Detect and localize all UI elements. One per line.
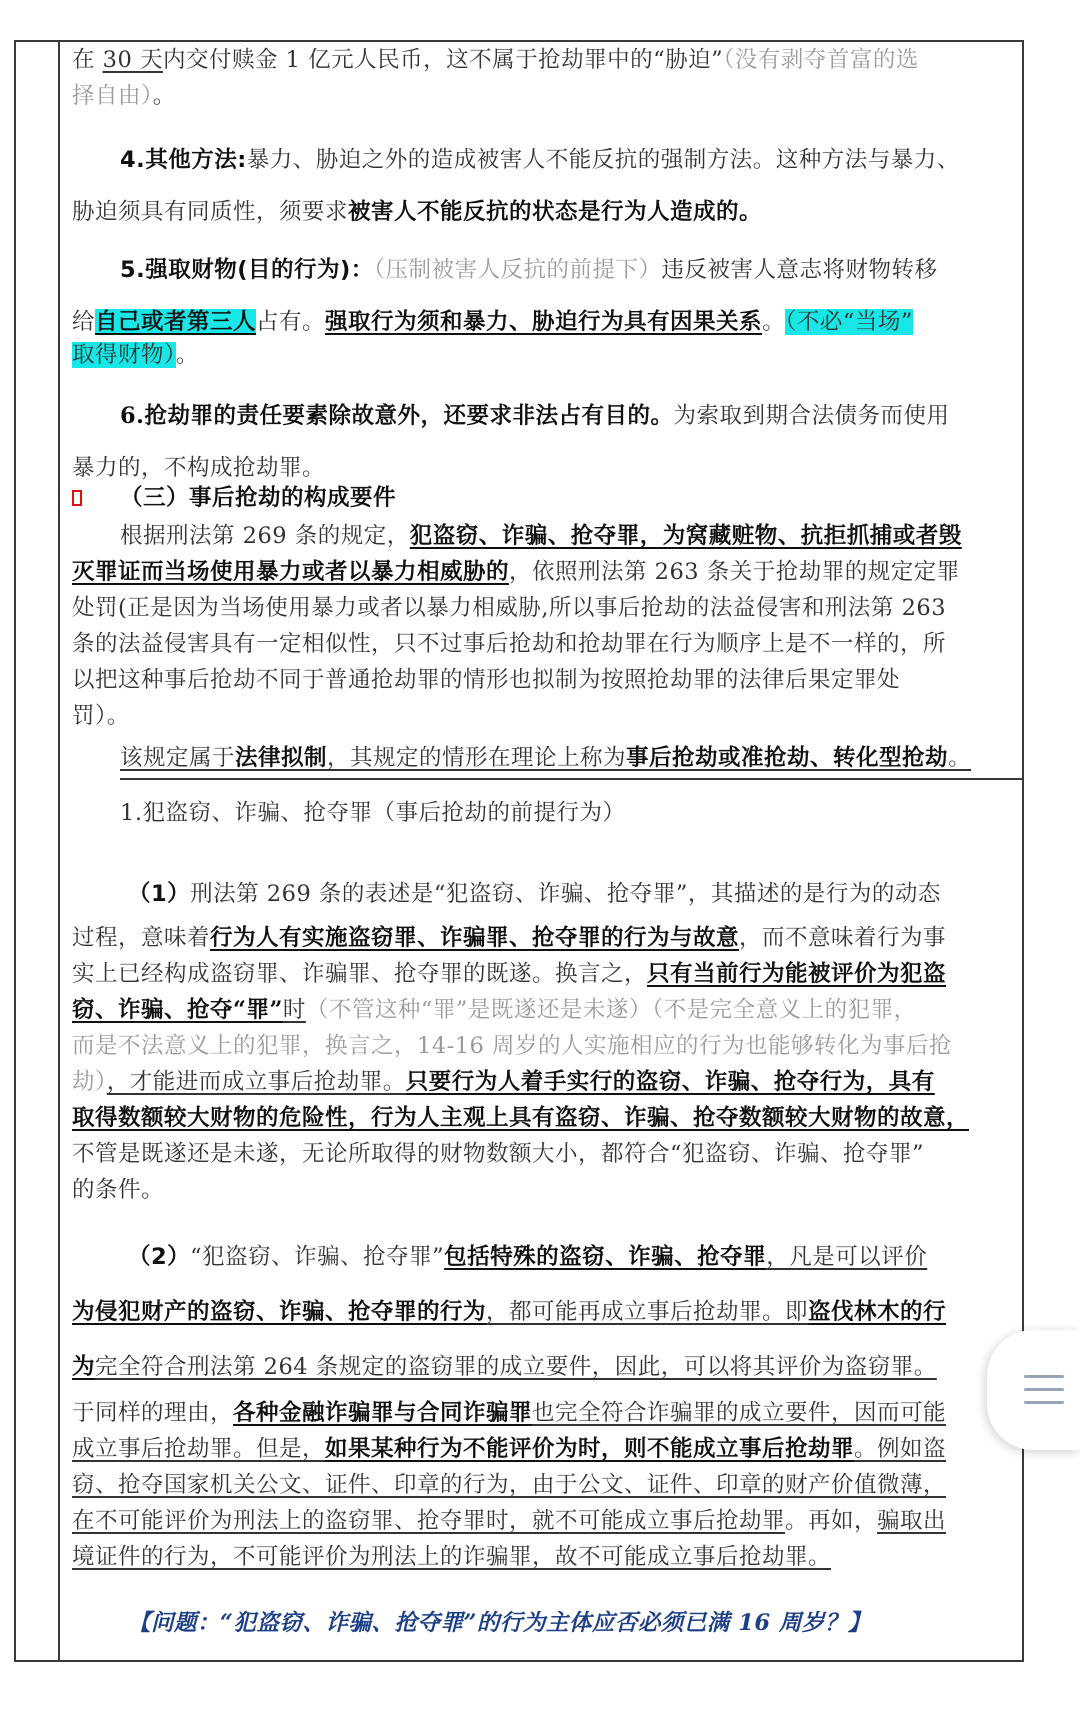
text-span: ，其规定的情形在理论上称为	[327, 745, 627, 771]
text-span: 暴力的，不构成抢劫罪。	[72, 455, 326, 481]
paragraph-legal-fiction	[120, 740, 1060, 776]
underlined-text: 时	[282, 997, 306, 1023]
text-span: ，而不意味着行为事	[739, 925, 947, 951]
paragraph-line	[72, 1395, 1012, 1431]
hamburger-menu-icon	[1024, 1388, 1064, 1391]
paragraph-line	[72, 956, 1012, 992]
bold-underlined-text: 各种金融诈骗罪与合同诈骗罪	[233, 1400, 533, 1426]
paragraph-line: 取得数额较大财物的危险性，行为人主观上具有盗窃、诈骗、抢夺数额较大财物的故意，	[72, 1105, 970, 1131]
item-heading: 5.强取财物(目的行为)：	[120, 257, 374, 283]
text-span: 。再如，	[785, 1508, 878, 1534]
section-title: （三）事后抢劫的构成要件	[120, 485, 397, 511]
paragraph-point-2	[72, 1230, 1012, 1395]
text-span: 过程，意味着	[72, 925, 211, 951]
text-span: 刑法第 269 条的表述是“犯盗窃、诈骗、抢夺罪”，其描述的是行为的动态	[190, 881, 941, 907]
paragraph-line	[72, 1503, 1012, 1539]
text-span: 违反被害人意志将财物转移	[661, 257, 938, 283]
underlined-text: 骗取出	[877, 1508, 947, 1534]
text-span: ，依照刑法第 263 条关于抢劫罪的规定定罪	[509, 559, 960, 585]
bold-underlined-text: 行为人有实施盗窃罪、诈骗罪、抢夺罪的行为与故意	[210, 925, 740, 951]
checkbox-icon[interactable]	[72, 490, 82, 506]
paragraph-line	[72, 1431, 1012, 1467]
paragraph-line: 窃、抢夺国家机关公文、证件、印章的行为，由于公文、证件、印章的财产价值微薄，	[72, 1472, 947, 1498]
bold-underlined-text: 只要行为人着手实行的盗窃、诈骗、抢夺行为，具有	[405, 1069, 935, 1095]
paragraph-line	[72, 1064, 1012, 1100]
paragraph-line	[72, 1230, 1012, 1285]
divider-line	[120, 778, 1022, 780]
item-prerequisite	[120, 795, 1060, 831]
paragraph-financial-fraud	[72, 1395, 1012, 1575]
paragraph-line	[72, 337, 1012, 373]
paragraph-line	[72, 390, 1012, 442]
bold-underlined-text: 为侵犯财产的盗窃、诈骗、抢夺罪的行为	[72, 1299, 487, 1325]
paragraph-line: 境证件的行为，不可能评价为刑法上的诈骗罪，故不可能成立事后抢劫罪。	[72, 1544, 832, 1570]
paragraph-line	[72, 244, 1012, 296]
bold-text: 法律拟制	[235, 745, 328, 771]
paragraph-line	[72, 42, 1012, 78]
paragraph-take-property	[72, 244, 1012, 348]
item-heading: 4.其他方法:	[120, 147, 247, 173]
paragraph-other-methods	[72, 134, 1012, 238]
item-number: （2）	[128, 1244, 191, 1270]
section-heading	[120, 480, 1060, 516]
paragraph-line	[72, 554, 1012, 590]
paragraph-point-1-body	[72, 920, 1012, 1208]
underlined-text: 也完全符合诈骗罪的成立要件，因而可能	[532, 1400, 947, 1426]
text-span: 。	[762, 309, 786, 335]
text-span: 根据刑法第 269 条的规定，	[120, 523, 410, 549]
text-span: 暴力、胁迫之外的造成被害人不能反抗的强制方法。这种方法与暴力、	[246, 147, 960, 173]
underlined-text: 。例如盗	[854, 1436, 947, 1462]
item-number: （1）	[128, 881, 191, 907]
paragraph-line: 以把这种事后抢劫不同于普通抢劫罪的情形也拟制为按照抢劫罪的法律后果定罪处	[72, 667, 901, 693]
question-text: 【问题：“犯盗窃、诈骗、抢夺罪”的行为主体应否必须已满 16 周岁？】	[128, 1610, 871, 1636]
paragraph-line	[72, 920, 1012, 956]
underlined-text: ，都可能再成立事后抢劫罪。即	[486, 1299, 809, 1325]
paragraph-line: 处罚(正是因为当场使用暴力或者以暴力相威胁,所以事后抢劫的法益侵害和刑法第 263	[72, 595, 947, 621]
text-span: 。	[175, 342, 199, 368]
bold-underlined-text: 盗伐林木的行	[808, 1299, 947, 1325]
bold-underlined-text: 如果某种行为不能评价为时，则不能成立事后抢劫罪	[325, 1436, 855, 1462]
highlighted-text: 取得财物）	[72, 342, 176, 368]
text-span: “犯盗窃、诈骗、抢夺罪”	[190, 1244, 445, 1270]
paragraph-line	[120, 740, 1060, 776]
paragraph-article-269	[72, 518, 1012, 734]
question-note	[128, 1605, 1068, 1641]
text-span: 。	[948, 745, 972, 771]
underlined-text: 完全符合刑法第 264 条规定的盗窃罪的成立要件，因此，可以将其评价为盗窃罪。	[95, 1354, 937, 1380]
text-span: 给	[72, 309, 96, 335]
paragraph-line	[72, 868, 1012, 920]
text-span: 。	[152, 83, 176, 109]
bold-underlined-text: 为	[72, 1354, 96, 1380]
paragraph-line	[72, 992, 1012, 1028]
text-span: 占有。	[256, 309, 326, 335]
paragraph-line	[72, 78, 1012, 114]
bold-text: 被害人不能反抗的状态是行为人造成的。	[348, 199, 763, 225]
paragraph-point-1	[72, 868, 1012, 920]
paragraph-line: 条的法益侵害具有一定相似性，只不过事后抢劫和抢劫罪在行为顺序上是不一样的，所	[72, 631, 947, 657]
paragraph-responsibility	[72, 390, 1012, 494]
text-span: 于同样的理由，	[72, 1400, 234, 1426]
text-span: 胁迫须具有同质性，须要求	[72, 199, 349, 225]
underlined-text: 在不可能评价为刑法上的盗窃罪、抢夺罪时，就不可能成立事后抢劫罪	[72, 1508, 786, 1534]
hamburger-menu-icon	[1024, 1375, 1064, 1378]
bold-underlined-text: 窃、诈骗、抢夺“罪”	[72, 997, 283, 1023]
gray-note: 劫）	[72, 1069, 107, 1095]
underlined-text: 30 天	[102, 47, 163, 73]
gray-note: （不管这种“罪”是既遂还是未遂）（不是完全意义上的犯罪，	[305, 997, 917, 1023]
bold-underlined-text: 犯盗窃、诈骗、抢夺罪，为窝藏赃物、抗拒抓捕或者毁	[409, 523, 962, 549]
paragraph-line	[72, 186, 1012, 238]
gray-note: 择自由）	[72, 83, 153, 109]
gray-note: （没有剥夺首富的选	[723, 47, 919, 73]
paragraph-line	[72, 134, 1012, 186]
hamburger-menu-icon	[1024, 1401, 1064, 1404]
bold-text: 事后抢劫或准抢劫、转化型抢劫	[626, 745, 949, 771]
underlined-text: ，才能进而成立事后抢劫罪。	[106, 1069, 406, 1095]
paragraph-line	[72, 1340, 1012, 1395]
bold-underlined-text: 强取行为须和暴力、胁迫行为具有因果关系	[325, 309, 763, 335]
paragraph-line: 的条件。	[72, 1177, 165, 1203]
bold-text: 6.抢劫罪的责任要素除故意外，还要求非法占有目的。	[120, 403, 674, 429]
text-span: 该规定属于	[120, 745, 236, 771]
paragraph-line	[72, 1285, 1012, 1340]
bold-underlined-text: 包括特殊的盗窃、诈骗、抢夺罪	[444, 1244, 767, 1270]
text-span: 内交付赎金 1 亿元人民币，这不属于抢劫罪中的“胁迫”	[162, 47, 724, 73]
underlined-text: 成立事后抢劫罪。但是，	[72, 1436, 326, 1462]
paragraph-line: 不管是既遂还是未遂，无论所取得的财物数额大小，都符合“犯盗窃、诈骗、抢夺罪”	[72, 1141, 925, 1167]
paragraph-line: 而是不法意义上的犯罪，换言之，14-16 周岁的人实施相应的行为也能够转化为事后抢	[72, 1033, 953, 1059]
highlighted-text: 自己或者第三人	[95, 309, 257, 335]
text-span: 实上已经构成盗窃罪、诈骗罪、抢夺罪的既遂。换言之，	[72, 961, 648, 987]
paragraph-take-property-cont	[72, 337, 1012, 373]
item-heading: 1.犯盗窃、诈骗、抢夺罪（事后抢劫的前提行为）	[120, 800, 626, 826]
floating-menu-button[interactable]	[987, 1330, 1080, 1450]
gray-note: （压制被害人反抗的前提下）	[373, 257, 662, 283]
column-divider	[58, 40, 60, 1662]
paragraph-line	[72, 518, 1012, 554]
text-span: 在	[72, 47, 103, 73]
highlighted-text: （不必“当场”	[785, 309, 913, 335]
text-span: 为索取到期合法债务而使用	[673, 403, 950, 429]
underlined-text: ，凡是可以评价	[766, 1244, 928, 1270]
paragraph-ransom	[72, 42, 1012, 114]
bold-underlined-text: 灭罪证而当场使用暴力或者以暴力相威胁的	[72, 559, 510, 585]
bold-underlined-text: 只有当前行为能被评价为犯盗	[647, 961, 947, 987]
paragraph-line: 罚）。	[72, 703, 130, 729]
